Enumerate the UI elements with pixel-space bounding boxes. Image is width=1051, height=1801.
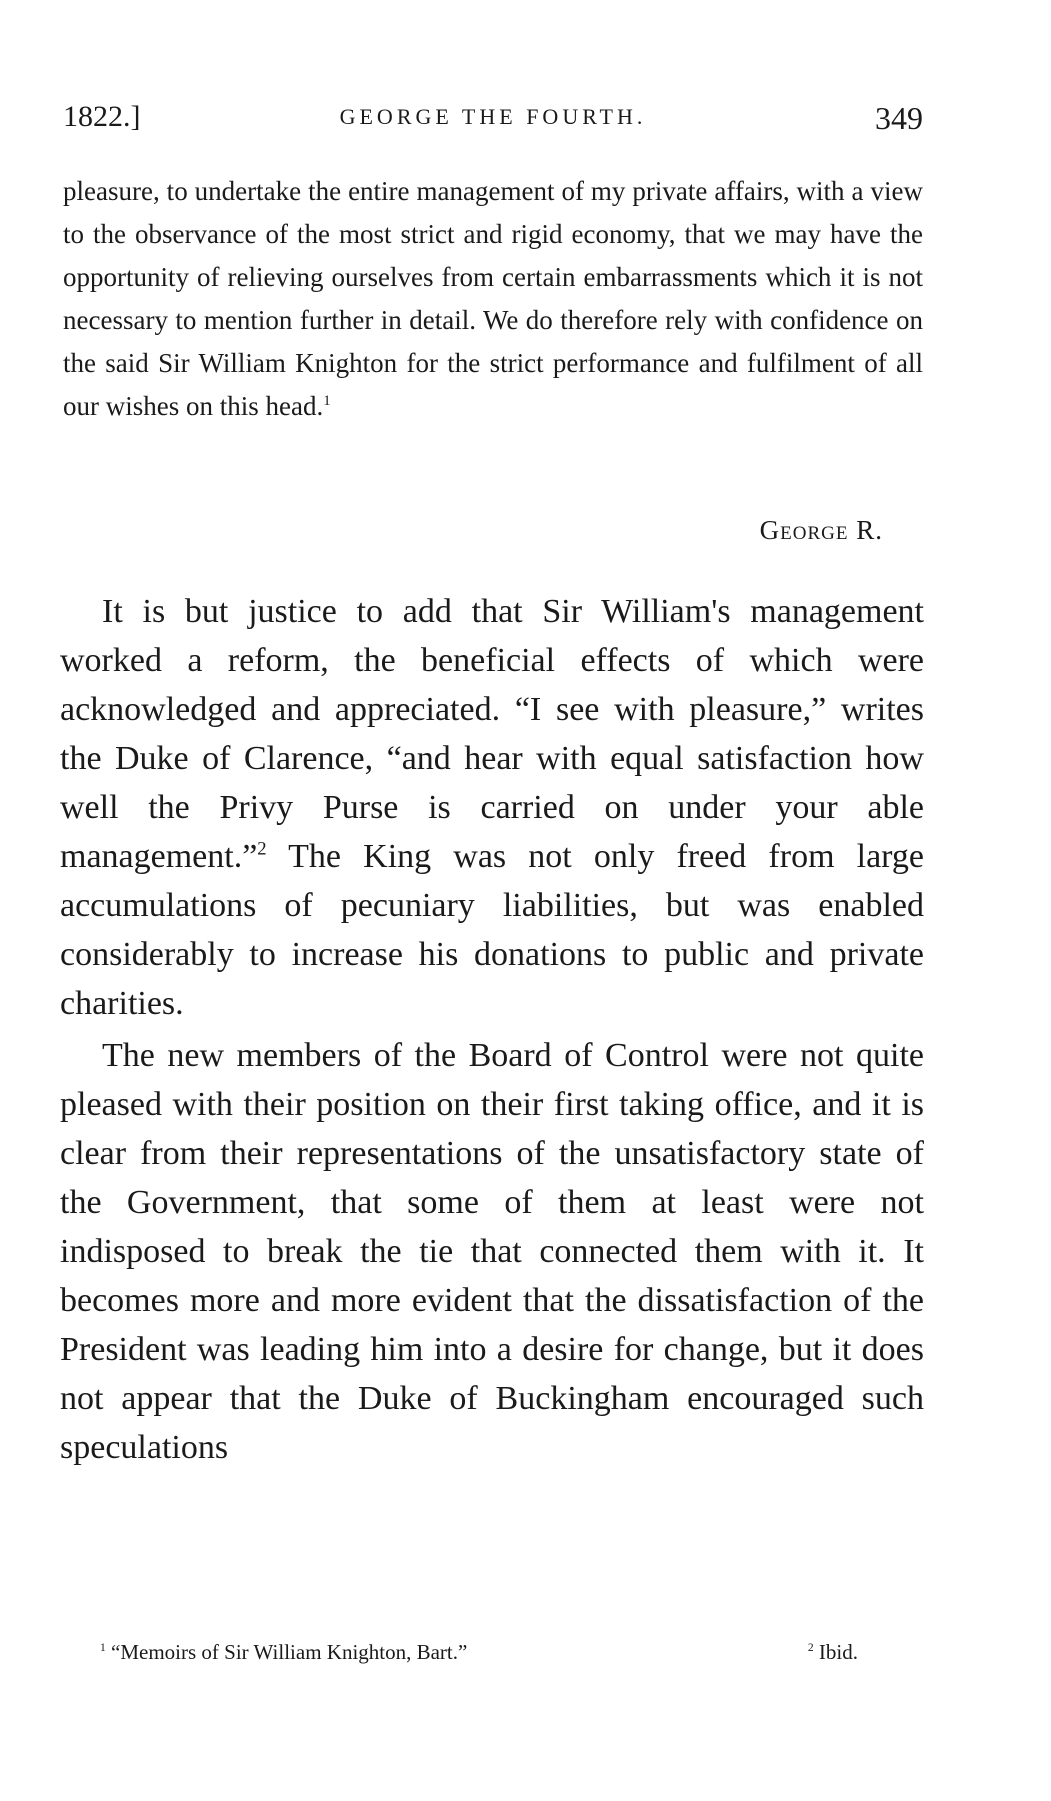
- footnote-ref-1: 1: [323, 393, 331, 409]
- footnote-1: [100, 1640, 467, 1665]
- footnote-2: [808, 1640, 858, 1665]
- footnotes: [100, 1640, 920, 1680]
- letter-text: pleasure, to undertake the entire management of my private affairs, with a view to the observance of the most strict and rigid economy, that we may have the opportunity of relieving ourselves from certain embarrassments which it is not necessary to mention further in detail. We do therefore rely with confidence on the said Sir William Knighton for the strict performance and fulfilment of all our wishes on this head.: [63, 176, 923, 421]
- header-year: 1822.]: [63, 100, 141, 133]
- paragraph-1-part-1: It is but justice to add that Sir William's management worked a reform, the beneficial effects of which were acknowledged and appreciated. “I see with pleasure,” writes the Duke of Clarence, “and hear with equal satisfaction how well the Privy Purse is carried on under your able management.”: [60, 593, 924, 875]
- footnote-1-mark: 1: [100, 1642, 106, 1654]
- footnote-ref-2: 2: [257, 838, 267, 860]
- footnote-1-text: “Memoirs of Sir William Knighton, Bart.”: [111, 1640, 468, 1664]
- letter-excerpt: [63, 170, 923, 428]
- footnote-2-mark: 2: [807, 1642, 814, 1654]
- letter-signature: George R.: [759, 515, 883, 545]
- paragraph-1: [60, 587, 924, 1028]
- paragraph-2: The new members of the Board of Control were not quite pleased with their position on their first taking office, and it is clear from their representations of the unsatisfactory state of the Government, that some of them at least were not indisposed to break the tie that connected them with it. It becomes more and more evident that the dissatisfaction of the President was leading him into a desire for change, but it does not appear that the Duke of Buckingham encouraged such speculations: [60, 1037, 924, 1466]
- footnote-2-text: Ibid.: [818, 1640, 858, 1664]
- body-text: [60, 587, 924, 1475]
- header-title: GEORGE THE FOURTH.: [339, 104, 647, 129]
- running-header: [63, 100, 923, 140]
- paragraph-1-part-2: The King was not only freed from large accumulations of pecuniary liabilities, but was enabled considerably to increase his donations to public and private charities.: [60, 838, 924, 1022]
- page-number: 349: [875, 100, 923, 136]
